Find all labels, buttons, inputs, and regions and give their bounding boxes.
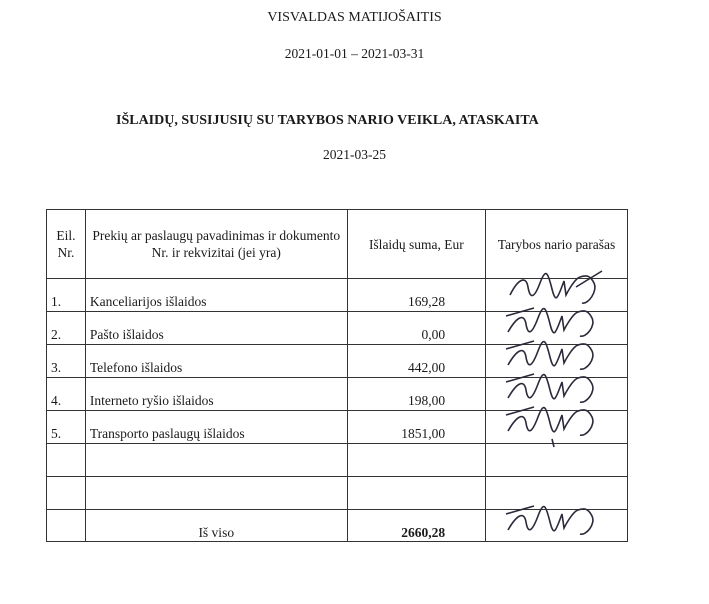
row-no: 5. — [47, 411, 86, 444]
row-amount: 0,00 — [347, 312, 485, 345]
expense-table — [46, 209, 628, 542]
row-no: 4. — [47, 378, 86, 411]
handwritten-signature — [504, 496, 614, 540]
header-item: Prekių ar paslaugų pavadinimas ir dokumento Nr. ir rekvizitai (jei yra) — [85, 210, 347, 279]
header-amount: Išlaidų suma, Eur — [347, 210, 485, 279]
report-period: 2021-01-01 – 2021-03-31 — [284, 46, 425, 61]
row-no: 1. — [47, 279, 86, 312]
total-row — [47, 510, 628, 542]
row-amount: 442,00 — [347, 345, 485, 378]
row-item: Interneto ryšio išlaidos — [85, 378, 347, 411]
row-item: Pašto išlaidos — [85, 312, 347, 345]
header-signature: Tarybos nario parašas — [486, 210, 628, 279]
row-item: Telefono išlaidos — [85, 345, 347, 378]
row-amount: 1851,00 — [347, 411, 485, 444]
report-date: 2021-03-25 — [323, 147, 386, 162]
header-no: Eil. Nr. — [47, 210, 86, 279]
report-title: IŠLAIDŲ, SUSIJUSIŲ SU TARYBOS NARIO VEIKLA, ATASKAITA — [116, 113, 539, 128]
empty-row — [47, 444, 628, 477]
total-amount: 2660,28 — [347, 510, 485, 542]
signature-cell — [486, 411, 628, 444]
total-label: Iš viso — [85, 510, 347, 542]
row-item: Transporto paslaugų išlaidos — [85, 411, 347, 444]
row-item: Kanceliarijos išlaidos — [85, 279, 347, 312]
row-no: 2. — [47, 312, 86, 345]
row-no: 3. — [47, 345, 86, 378]
handwritten-signature — [504, 397, 614, 441]
table-row — [47, 411, 628, 444]
signature-cell — [486, 510, 628, 542]
council-member-name: VISVALDAS MATIJOŠAITIS — [267, 10, 442, 25]
row-amount: 169,28 — [347, 279, 485, 312]
row-amount: 198,00 — [347, 378, 485, 411]
